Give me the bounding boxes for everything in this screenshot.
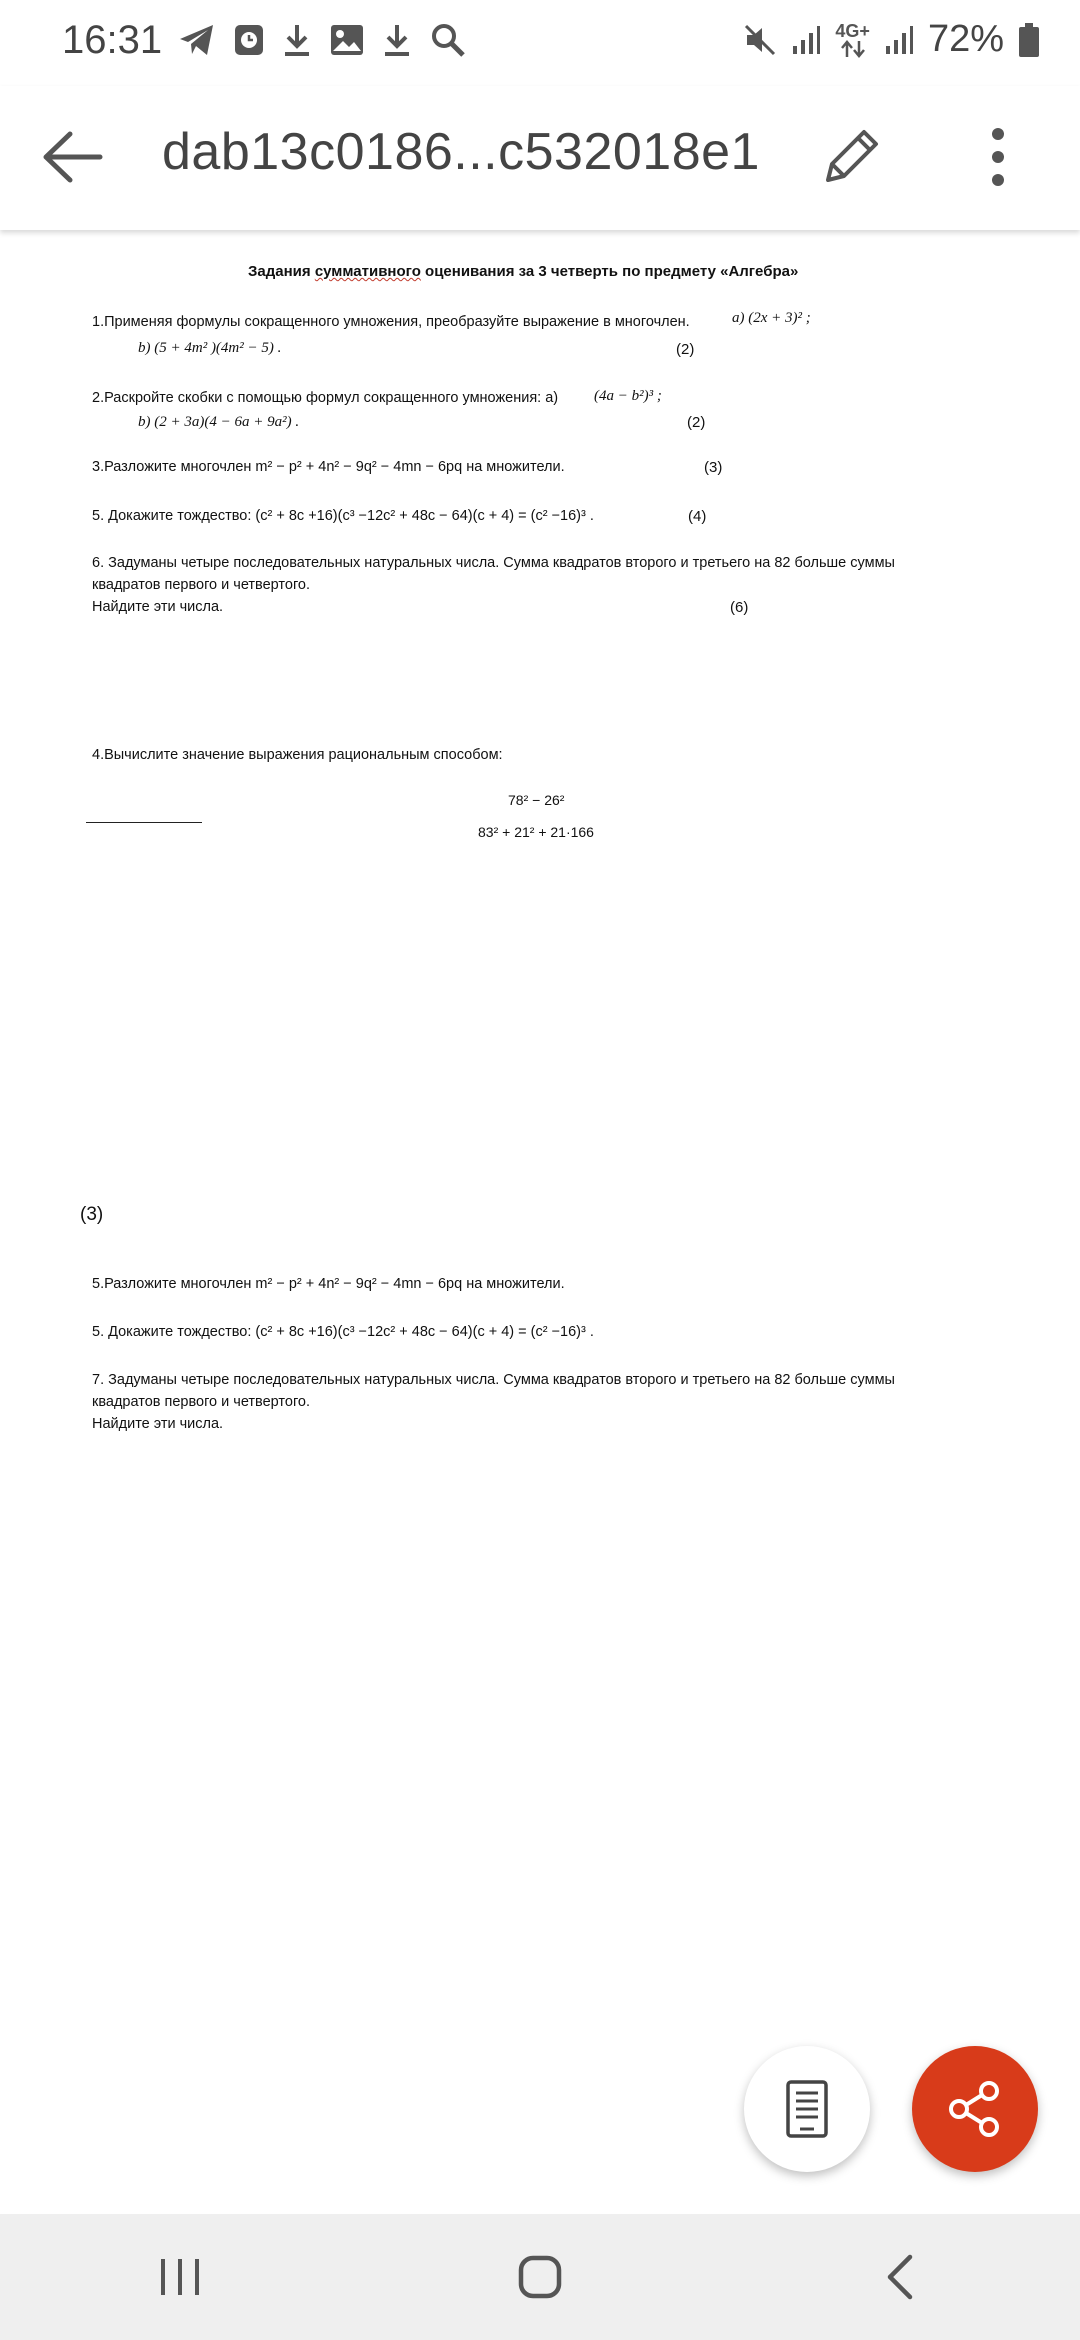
network-type: [835, 22, 870, 58]
q1-text: 1.Применяя формулы сокращенного умножения, преобразуйте выражение в многочлен.: [92, 314, 690, 330]
q1-part-b: b) (5 + 4m² )(4m² − 5) .: [138, 340, 282, 356]
answer-line: [86, 822, 202, 823]
more-vert-icon: [970, 124, 1026, 190]
q6-line-3: Найдите эти числа.: [92, 599, 224, 615]
q3-text: 3.Разложите многочлен m² − p² + 4n² − 9q² − 4mn − 6pq на множители.: [92, 459, 565, 475]
battery-icon: [1018, 22, 1040, 58]
clock-app-icon: [234, 24, 264, 56]
back-nav-button[interactable]: [840, 2232, 960, 2322]
telegram-icon: [178, 22, 216, 58]
q1-points: (2): [676, 341, 695, 358]
mute-icon: [743, 23, 777, 57]
q2-text: 2.Раскройте скобки с помощью формул сокращенного умножения: а): [92, 390, 559, 406]
q6-line-2: квадратов первого и четвертого.: [92, 577, 311, 593]
app-bar: [0, 86, 1080, 230]
navigation-bar: [0, 2214, 1080, 2340]
network-type-label: 4G+: [835, 20, 870, 41]
document-page[interactable]: [0, 230, 1080, 2215]
status-time: 16:31: [62, 18, 163, 62]
q5-text: 5. Докажите тождество: (c² + 8c +16)(c³ −12c² + 48c − 64)(c + 4) = (c² −16)³ .: [92, 508, 594, 524]
q4-text: 4.Вычислите значение выражения рациональным способом:: [92, 747, 503, 763]
back-arrow-icon: [40, 124, 106, 190]
q2-points: (2): [687, 414, 706, 431]
q2-part-a: (4a − b²)³ ;: [594, 388, 662, 404]
image-icon: [330, 24, 364, 56]
doc-heading-pre: Задания: [248, 263, 315, 280]
home-button[interactable]: [480, 2232, 600, 2322]
q4-denominator: 83² + 21² + 21·166: [478, 824, 594, 840]
signal-icon: [791, 24, 821, 56]
recent-apps-button[interactable]: [120, 2232, 240, 2322]
more-options-button[interactable]: [970, 124, 1026, 190]
status-icons-left: [178, 22, 466, 58]
doc-heading-post: оценивания за 3 четверть по предмету «Алгебра»: [420, 263, 799, 280]
pencil-icon: [818, 122, 886, 190]
r7-line-1: 7. Задуманы четыре последовательных натуральных числа. Сумма квадратов второго и третьего на 82 больше суммы: [92, 1372, 895, 1388]
q1-part-a: а) (2x + 3)² ;: [732, 310, 811, 326]
r7-line-3: Найдите эти числа.: [92, 1416, 224, 1432]
download-icon: [282, 23, 312, 57]
back-button[interactable]: [40, 124, 106, 190]
doc-heading-wavy: суммативного: [314, 263, 421, 280]
status-bar: [0, 0, 1080, 86]
edit-button[interactable]: [818, 122, 886, 190]
signal-icon: [884, 24, 914, 56]
q6-line-1: 6. Задуманы четыре последовательных натуральных числа. Сумма квадратов второго и третьего на 82 больше суммы: [92, 555, 895, 571]
r5b-text: 5. Докажите тождество: (c² + 8c +16)(c³ −12c² + 48c − 64)(c + 4) = (c² −16)³ .: [92, 1324, 594, 1340]
recent-apps-icon: [157, 2255, 203, 2299]
q4-points: (3): [80, 1204, 104, 1225]
status-icons-right: [743, 18, 1040, 61]
q4-numerator: 78² − 26²: [508, 792, 565, 808]
q5-points: (4): [688, 508, 707, 525]
q6-points: (6): [730, 599, 749, 616]
q2-part-b: b) (2 + 3a)(4 − 6a + 9a²) .: [138, 414, 300, 430]
home-icon: [516, 2253, 564, 2301]
search-icon: [430, 22, 466, 58]
q3-points: (3): [704, 459, 723, 476]
data-arrows-icon: [839, 40, 867, 58]
download-icon: [382, 23, 412, 57]
document-title: dab13c0186...c532018e1: [162, 123, 760, 181]
battery-percent: 72%: [927, 18, 1004, 60]
r5-text: 5.Разложите многочлен m² − p² + 4n² − 9q² − 4mn − 6pq на множители.: [92, 1276, 565, 1292]
r7-line-2: квадратов первого и четвертого.: [92, 1394, 311, 1410]
back-chevron-icon: [882, 2253, 918, 2301]
share-icon: [945, 2079, 1005, 2139]
doc-heading: [248, 263, 798, 280]
share-fab[interactable]: [912, 2046, 1038, 2172]
document-icon: [782, 2079, 832, 2139]
document-fab[interactable]: [744, 2046, 870, 2172]
